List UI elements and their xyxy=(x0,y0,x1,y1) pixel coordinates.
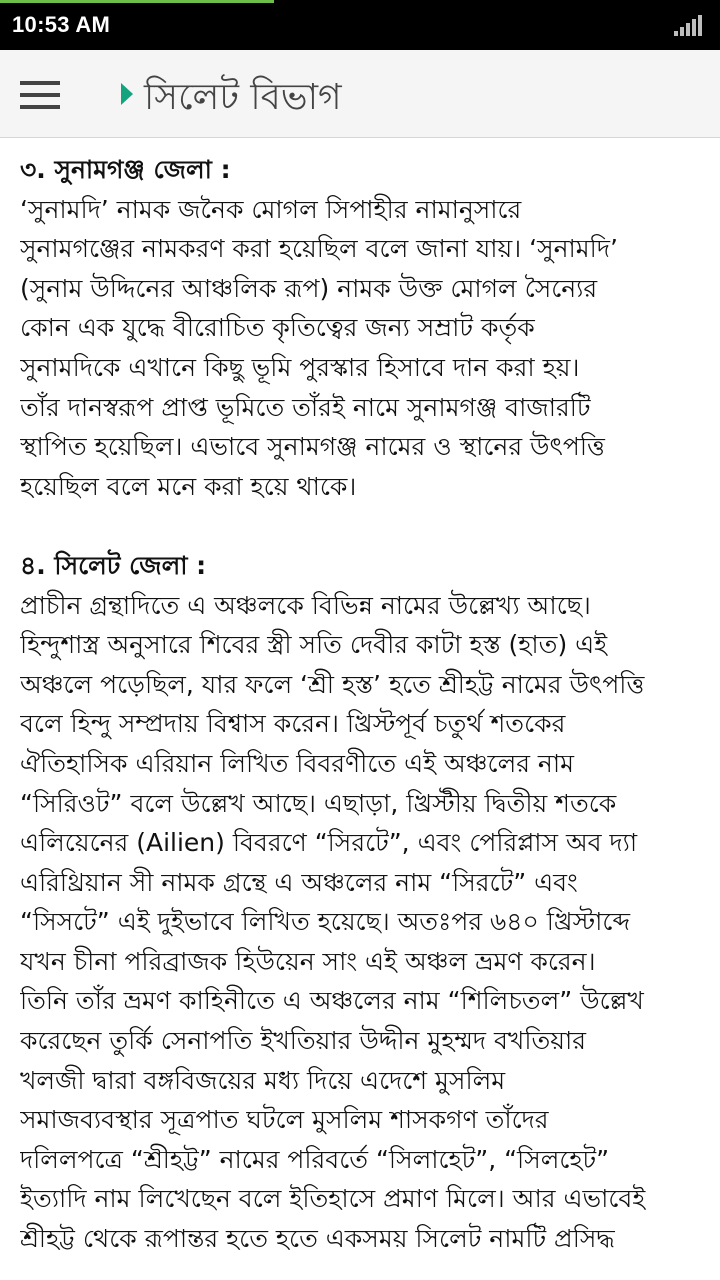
loading-progress-bar xyxy=(0,0,274,3)
hamburger-menu-icon[interactable] xyxy=(20,81,60,109)
app-bar xyxy=(0,50,720,138)
section-body-sunamganj: ‘সুনামদি’ নামক জনৈক মোগল সিপাহীর নামানুসারে সুনামগঞ্জের নামকরণ করা হয়েছিল বলে জানা যায়। ‘সুনামদি’ (সুনাম উদ্দিনের আঞ্চলিক রূপ) নামক উক্ত মোগল সৈন্যের কোন এক যুদ্ধে বীরোচিত কৃতিত্বের জন্য সম্রাট কর্তৃক সুনামদিকে এখানে কিছু ভূমি পুরস্কার হিসাবে দান করা হয়। তাঁর দানস্বরূপ প্রাপ্ত ভূমিতে তাঁরই নামে সুনামগঞ্জ বাজারটি স্থাপিত হয়েছিল। এভাবে সুনামগঞ্জ নামের ও স্থানের উৎপত্তি হয়েছিল বলে মনে করা হয়ে থাকে। xyxy=(20,194,618,501)
section-spacer xyxy=(20,506,708,546)
article-content xyxy=(20,150,708,1280)
signal-strength-icon xyxy=(674,14,708,36)
section-heading-sunamganj: ৩. সুনামগঞ্জ জেলা : xyxy=(20,155,231,184)
status-time: 10:53 AM xyxy=(12,12,111,37)
section-heading-sylhet: ৪. সিলেট জেলা : xyxy=(20,550,207,580)
play-arrow-icon xyxy=(121,83,133,105)
page-title: সিলেট বিভাগ xyxy=(144,77,342,118)
status-bar xyxy=(0,0,720,50)
section-body-sylhet: প্রাচীন গ্রন্থাদিতে এ অঞ্চলকে বিভিন্ন নামের উল্লেখ্য আছে। হিন্দুশাস্ত্র অনুসারে শিবের স্ত্রী সতি দেবীর কাটা হস্ত (হাত) এই অঞ্চলে পড়েছিল, যার ফলে ‘শ্রী হস্ত’ হতে শ্রীহট্ট নামের উৎপত্তি বলে হিন্দু সম্প্রদায় বিশ্বাস করেন। খ্রিস্টপূর্ব চতুর্থ শতকের ঐতিহাসিক এরিয়ান লিখিত বিবরণীতে এই অঞ্চলের নাম “সিরিওট” বলে উল্লেখ আছে। এছাড়া, খ্রিস্টীয় দ্বিতীয় শতকে এলিয়েনের (Ailien) বিবরণে “সিরটে”, এবং পেরিপ্লাস অব দ্যা এরিথ্রিয়ান সী নামক গ্রন্থে এ অঞ্চলের নাম “সিরটে” এবং “সিসটে” এই দুইভাবে লিখিত হয়েছে। অতঃপর ৬৪০ খ্রিস্টাব্দে যখন চীনা পরিব্রাজক হিউয়েন সাং এই অঞ্চল ভ্রমণ করেন। তিনি তাঁর ভ্রমণ কাহিনীতে এ অঞ্চলের নাম “শিলিচতল” উল্লেখ করেছেন তুর্কি সেনাপতি ইখতিয়ার উদ্দীন মুহম্মদ বখতিয়ার খলজী দ্বারা বঙ্গবিজয়ের মধ্য দিয়ে এদেশে মুসলিম সমাজব্যবস্থার সূত্রপাত ঘটলে মুসলিম শাসকগণ তাঁদের দলিলপত্রে “শ্রীহট্ট” নামের পরিবর্তে “সিলাহেট”, “সিলহেট” ইত্যাদি নাম লিখেছেন বলে ইতিহাসে প্রমাণ মিলে। আর এভাবেই শ্রীহট্ট থেকে রূপান্তর হতে হতে একসময় সিলেট নামটি প্রসিদ্ধ xyxy=(20,590,646,1254)
